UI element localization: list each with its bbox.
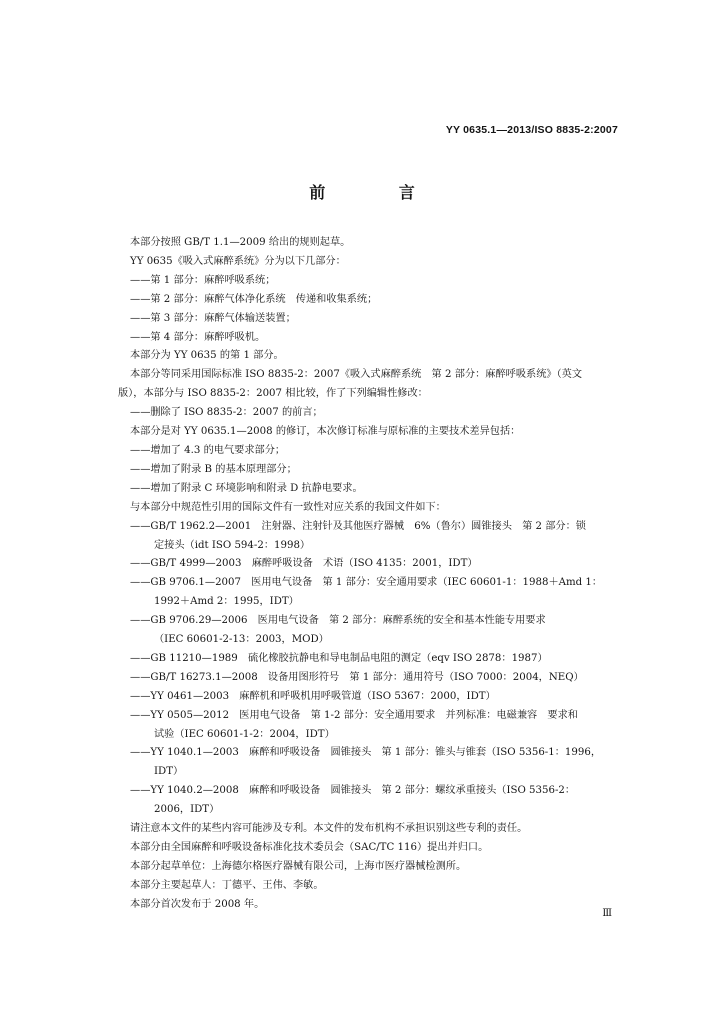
list-item: ——第 3 部分：麻醉气体输送装置； [130,312,296,324]
list-item: ——增加了 4.3 的电气要求部分； [130,444,286,456]
page-number: Ⅲ [602,908,612,919]
reference-item: ——GB 11210—1989 硫化橡胶抗静电和导电制品电阻的测定（eqv ISO 2878：1987） [130,652,548,664]
reference-item: ——GB/T 4999—2003 麻醉呼吸设备 术语（ISO 4135：2001，IDT） [130,558,478,570]
reference-item: ——YY 0505—2012 医用电气设备 第 1-2 部分：安全通用要求 并列标准：电磁兼容 要求和 [130,709,578,721]
paragraph: 本部分是对 YY 0635.1—2008 的修订，本次修订标准与原标准的主要技术差异包括： [130,426,521,438]
list-item: ——增加了附录 C 环境影响和附录 D 抗静电要求。 [130,482,363,494]
reference-item: ——GB/T 16273.1—2008 设备用图形符号 第 1 部分：通用符号（ISO 7000：2004，NEQ） [130,671,584,683]
reference-item: ——YY 1040.1—2003 麻醉和呼吸设备 圆锥接头 第 1 部分：锥头与锥套（ISO 5356-1：1996， [130,747,602,759]
paragraph: 本部分为 YY 0635 的第 1 部分。 [130,350,284,362]
reference-item-continuation: 2006，IDT） [154,804,220,816]
reference-item: ——GB/T 1962.2—2001 注射器、注射针及其他医疗器械 6%（鲁尔）圆锥接头 第 2 部分：锁 [130,520,586,532]
paragraph: 本部分等同采用国际标准 ISO 8835-2：2007《吸入式麻醉系统 第 2 部分：麻醉呼吸系统》（英文 [130,369,583,381]
page-title: 前 言 [309,183,449,202]
paragraph: 本部分按照 GB/T 1.1—2009 给出的规则起草。 [130,237,351,248]
paragraph: YY 0635《吸入式麻醉系统》分为以下几部分： [130,255,346,267]
reference-item-continuation: 1992＋Amd 2：1995，IDT） [154,596,299,608]
paragraph: 请注意本文件的某些内容可能涉及专利。本文件的发布机构不承担识别这些专利的责任。 [130,823,528,835]
paragraph: 本部分起草单位：上海德尔格医疗器械有限公司，上海市医疗器械检测所。 [130,860,467,872]
reference-item: ——GB 9706.29—2006 医用电气设备 第 2 部分：麻醉系统的安全和基本性能专用要求 [130,615,546,627]
paragraph: 本部分由全国麻醉和呼吸设备标准化技术委员会（SAC/TC 116）提出并归口。 [130,842,489,853]
paragraph: 与本部分中规范性引用的国际文件有一致性对应关系的我国文件如下： [130,501,446,513]
paragraph: 本部分主要起草人：丁德平、王伟、李敏。 [130,879,324,891]
reference-item: ——GB 9706.1—2007 医用电气设备 第 1 部分：安全通用要求（IEC 60601-1：1988＋Amd 1： [130,577,603,589]
paragraph-continuation: 版），本部分与 ISO 8835-2：2007 相比较，作了下列编辑性修改： [118,388,428,400]
standard-number-header: YY 0635.1—2013/ISO 8835-2:2007 [445,124,618,136]
reference-item-continuation: （IEC 60601-2-13：2003，MOD） [154,634,329,646]
list-item: ——增加了附录 B 的基本原理部分； [130,463,297,475]
list-item: ——第 1 部分：麻醉呼吸系统； [130,274,276,286]
list-item: ——删除了 ISO 8835-2：2007 的前言； [130,407,323,419]
list-item: ——第 4 部分：麻醉呼吸机。 [130,331,266,343]
paragraph: 本部分首次发布于 2008 年。 [130,898,265,910]
reference-item-continuation: IDT） [154,766,184,778]
reference-item: ——YY 1040.2—2008 麻醉和呼吸设备 圆锥接头 第 2 部分：螺纹承重接头（ISO 5356-2： [130,785,576,797]
reference-item: ——YY 0461—2003 麻醉机和呼吸机用呼吸管道（ISO 5367：2000，IDT） [130,690,496,702]
reference-item-continuation: 定接头（idt ISO 594-2：1998） [154,539,311,551]
foreword-body [118,234,618,915]
reference-item-continuation: 试验（IEC 60601-1-2：2004，IDT） [154,728,335,740]
list-item: ——第 2 部分：麻醉气体净化系统 传递和收集系统； [130,293,378,305]
